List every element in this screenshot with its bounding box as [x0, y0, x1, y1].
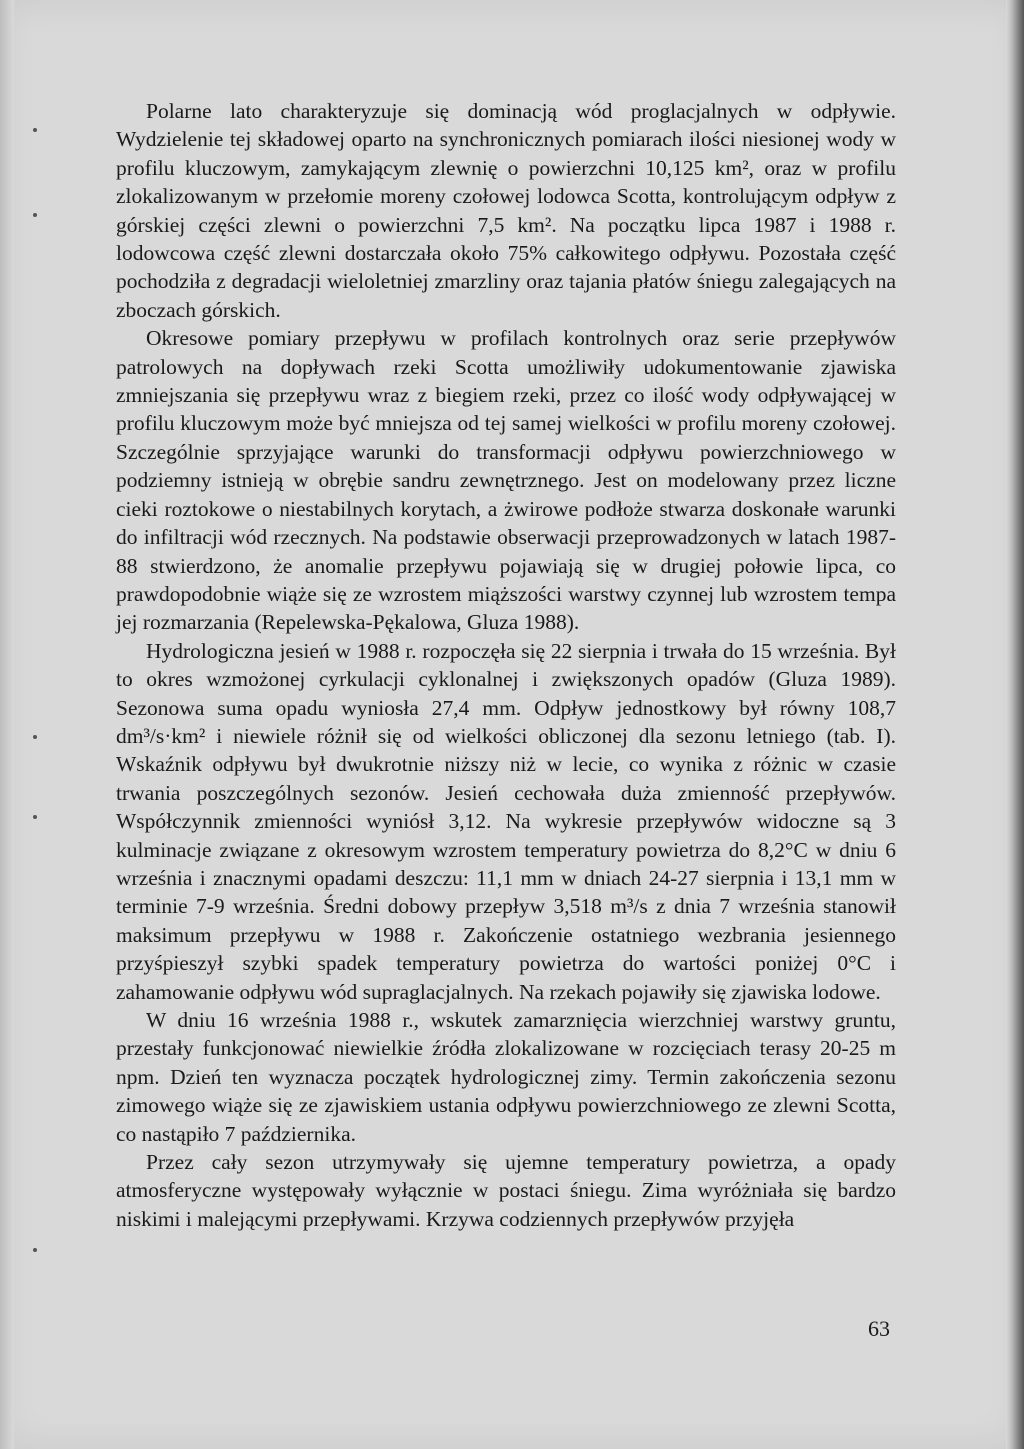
right-page-edge: [1006, 0, 1024, 1449]
paragraph: Przez cały sezon utrzymywały się ujemne temperatury powietrza, a opady atmosferyczne występowały wyłącznie w postaci śniegu. Zima wyróżniała się bardzo niskimi i malejącymi przepływami. Krzywa codziennych przepływów przyjęła: [116, 1150, 896, 1231]
page-number: 63: [868, 1316, 890, 1341]
paragraph: Polarne lato charakteryzuje się dominacją wód proglacjalnych w odpływie. Wydzielenie tej składowej oparto na synchronicznych pomiarach ilości niesionej wody w profilu kluczowym, zamykającym zlewnię o powierzchni 10,125 km², oraz w profilu zlokalizowanym w przełomie moreny czołowej lodowca Scotta, kontrolującym odpływ z górskiej części zlewni o powierzchni 7,5 km². Na początku lipca 1987 i 1988 r. lodowcowa część zlewni dostarczała około 75% całkowitego odpływu. Pozostała część pochodziła z degradacji wieloletniej zmarzliny oraz tajania płatów śniegu zalegających na zboczach górskich.: [116, 99, 896, 322]
scan-speck: [33, 128, 37, 132]
paragraph: Okresowe pomiary przepływu w profilach kontrolnych oraz serie przepływów patrolowych na dopływach rzeki Scotta umożliwiły udokumentowanie zjawiska zmniejszania się przepływu wraz z biegiem rzeki, przez co ilość wody odpływającej w profilu kluczowym może być mniejsza od tej samej wielkości w profilu moreny czołowej. Szczególnie sprzyjające warunki do transformacji odpływu powierzchniowego w podziemny istnieją w obrębie sandru zewnętrznego. Jest on modelowany przez liczne cieki roztokowe o niestabilnych korytach, a żwirowe podłoże stwarza doskonałe warunki do infiltracji wód rzecznych. Na podstawie obserwacji przeprowadzonych w latach 1987-88 stwierdzono, że anomalie przepływu pojawiają się w drugiej połowie lipca, co prawdopodobnie wiąże się ze wzrostem miąższości warstwy czynnej lub wzrostem tempa jej rozmarzania (Repelewska-Pękalowa, Gluza 1988).: [116, 326, 896, 635]
paragraph: Hydrologiczna jesień w 1988 r. rozpoczęła się 22 sierpnia i trwała do 15 września. Był to okres wzmożonej cyrkulacji cyklonalnej i zwiększonych opadów (Gluza 1989). Sezonowa suma opadu wyniosła 27,4 mm. Odpływ jednostkowy był równy 108,7 dm³/s·km² i niewiele różnił się od wielkości obliczonej dla sezonu letniego (tab. I). Wskaźnik odpływu był dwukrotnie niższy niż w lecie, co wynika z różnic w czasie trwania poszczególnych sezonów. Jesień cechowała duża zmienność przepływów. Współczynnik zmienności wyniósł 3,12. Na wykresie przepływów widoczne są 3 kulminacje związane z okresowym wzrostem temperatury powietrza do 8,2°C w dniu 6 września i znacznymi opadami deszczu: 11,1 mm w dniach 24-27 sierpnia i 13,1 mm w terminie 7-9 września. Średni dobowy przepływ 3,518 m³/s z dnia 7 września stanowił maksimum przepływu w 1988 r. Zakończenie ostatniego wezbrania jesiennego przyśpieszył szybki spadek temperatury powietrza do wartości poniżej 0°C i zahamowanie odpływu wód supraglacjalnych. Na rzekach pojawiły się zjawiska lodowe.: [116, 638, 896, 1004]
scan-speck: [33, 735, 37, 739]
scan-speck: [33, 815, 37, 819]
body-text: [116, 97, 896, 1233]
scan-speck: [33, 213, 37, 217]
scan-speck: [33, 1248, 37, 1252]
paragraph: W dniu 16 września 1988 r., wskutek zamarznięcia wierzchniej warstwy gruntu, przestały funkcjonować niewielkie źródła zlokalizowane w rozcięciach terasy 20-25 m npm. Dzień ten wyznacza początek hydrologicznej zimy. Termin zakończenia sezonu zimowego wiąże się ze zjawiskiem ustania odpływu powierzchniowego ze zlewni Scotta, co nastąpiło 7 października.: [116, 1008, 896, 1146]
left-page-edge: [0, 0, 14, 1449]
